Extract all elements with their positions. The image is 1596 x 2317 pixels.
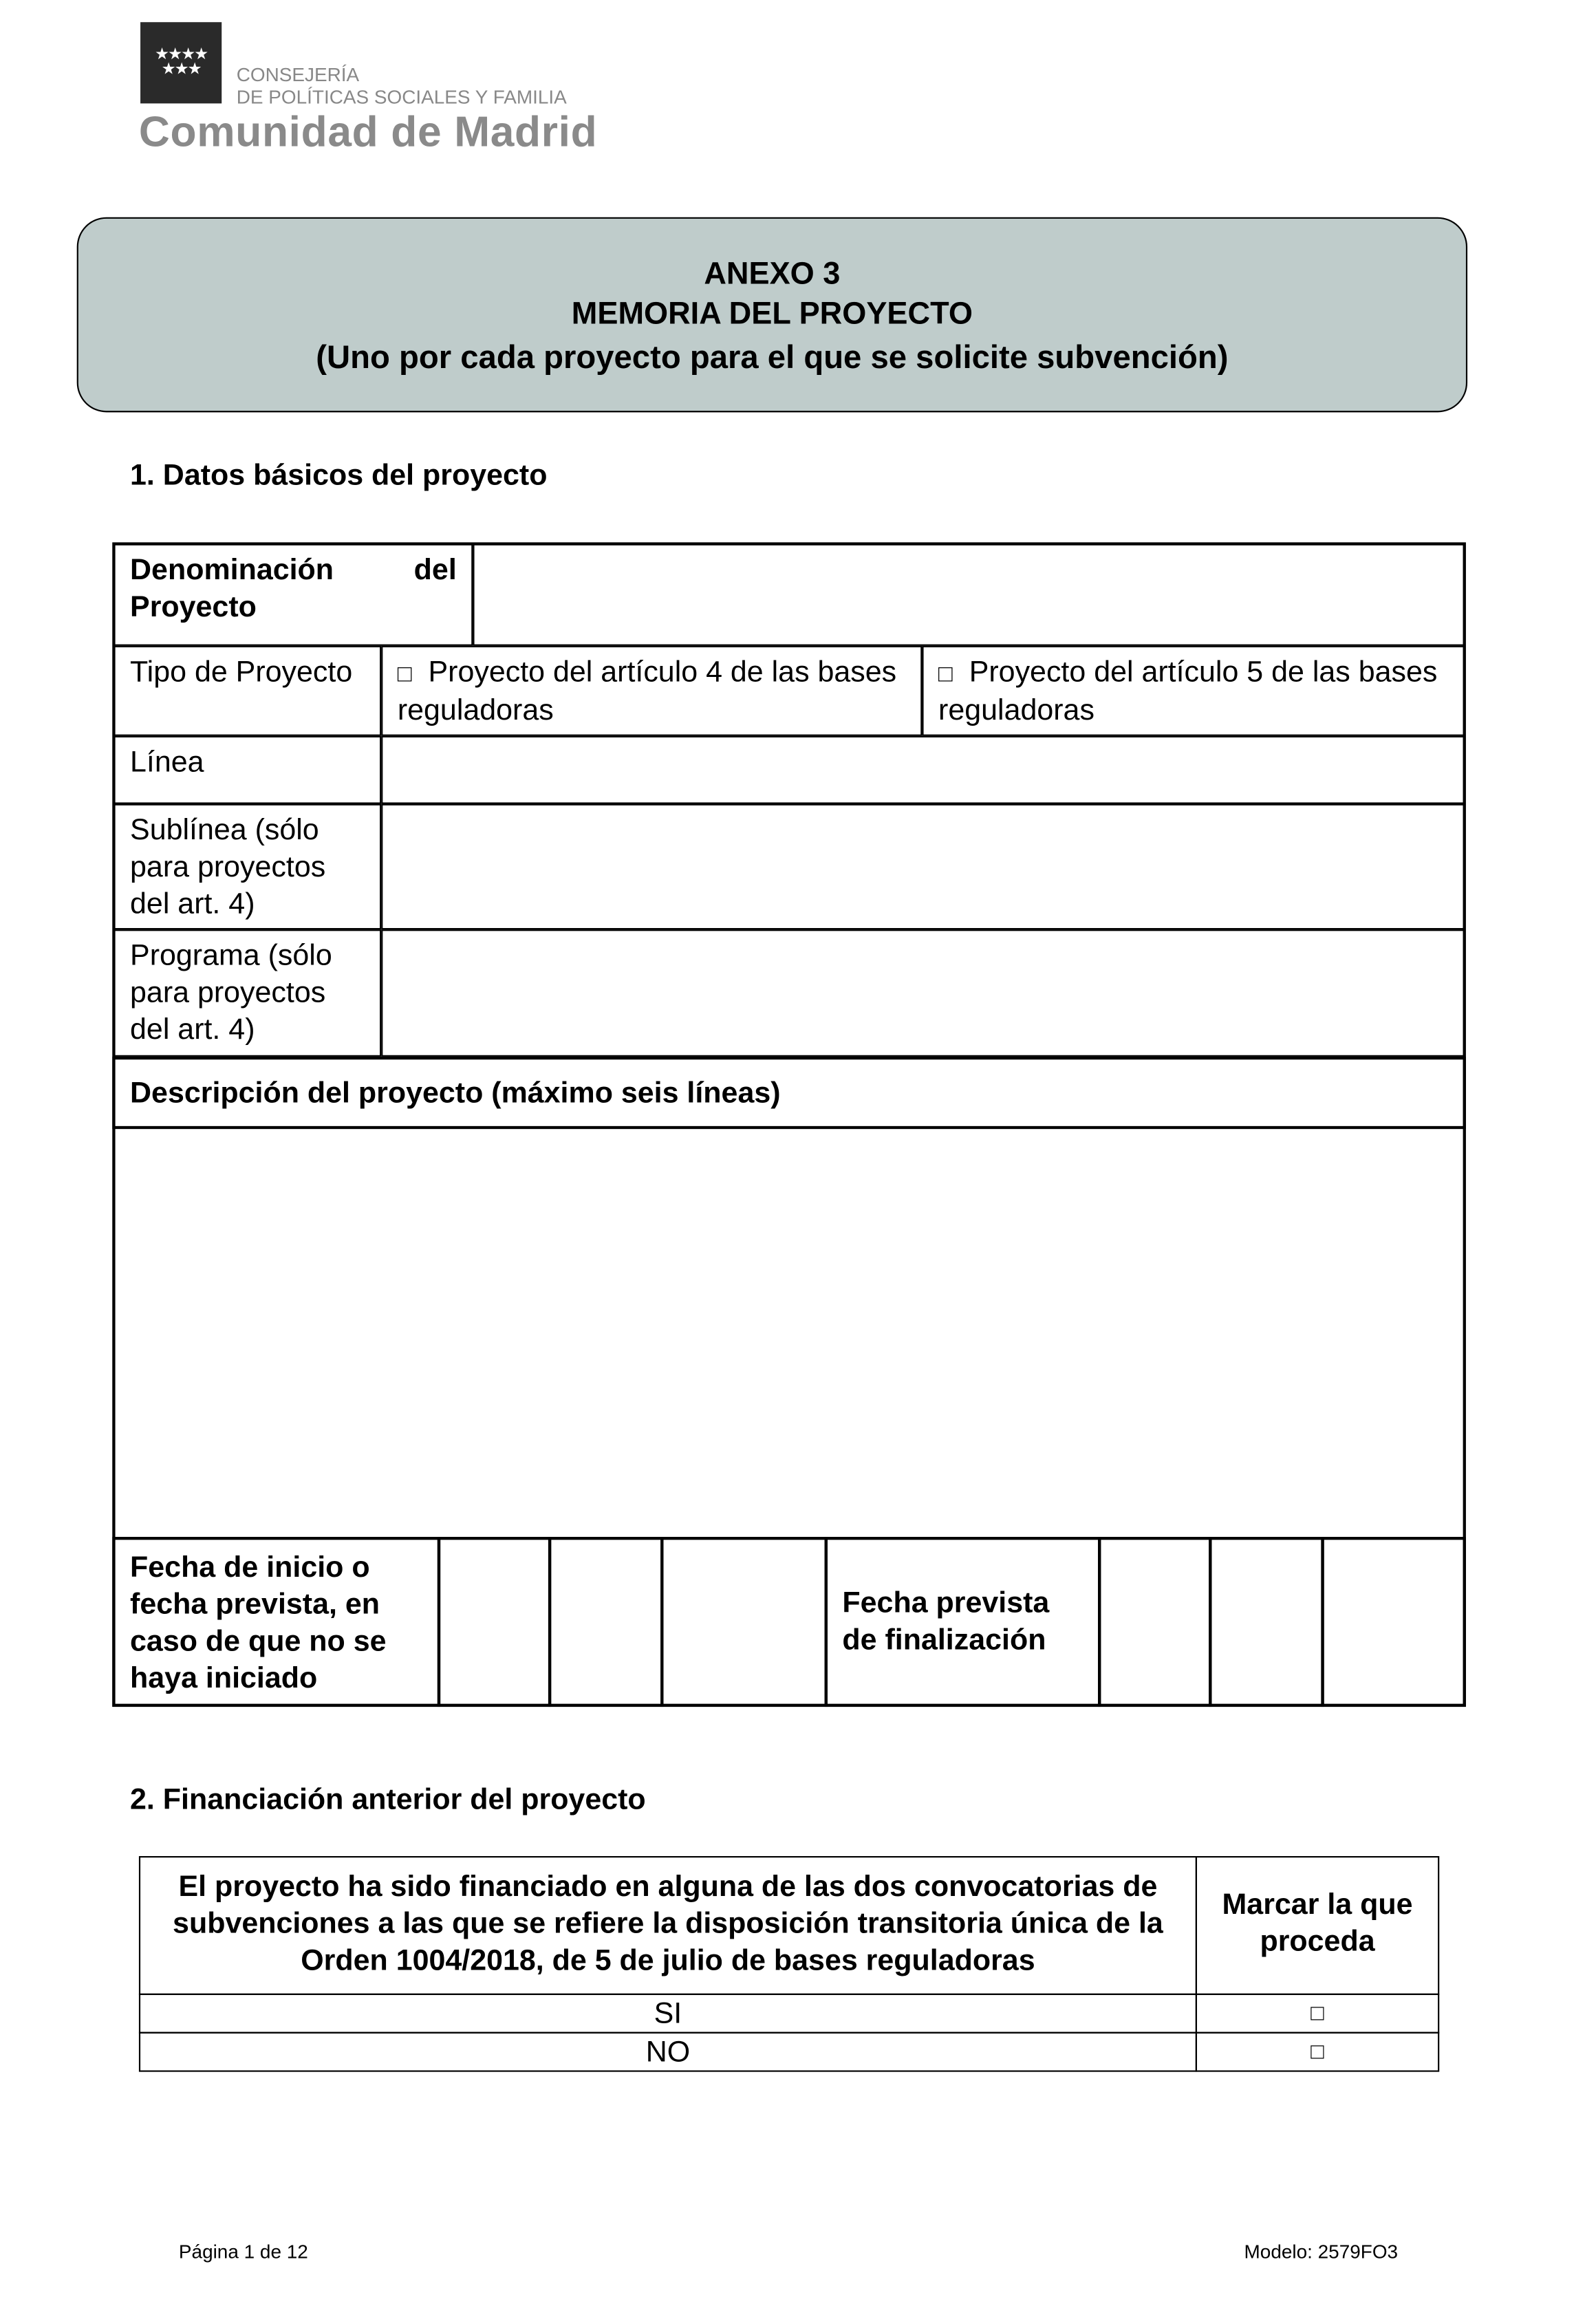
tipo-option-art4[interactable] xyxy=(381,646,922,736)
checkbox-icon[interactable]: □ xyxy=(397,662,412,687)
annex-title: MEMORIA DEL PROYECTO xyxy=(571,297,973,332)
page-number: Página 1 de 12 xyxy=(178,2240,308,2263)
fecha-fin-label: Fecha prevista de finalización xyxy=(825,1537,1101,1707)
programa-input[interactable] xyxy=(381,929,1465,1057)
logo-line2: DE POLÍTICAS SOCIALES Y FAMILIA xyxy=(236,85,567,108)
linea-input[interactable] xyxy=(381,736,1465,804)
sublinea-input[interactable] xyxy=(381,804,1465,930)
fecha-fin-month[interactable] xyxy=(1209,1537,1324,1707)
sublinea-label: Sublínea (sólo para proyectos del art. 4) xyxy=(114,804,381,930)
mark-header: Marcar la que proceda xyxy=(1196,1856,1439,1995)
descripcion-label: Descripción del proyecto (máximo seis líneas) xyxy=(112,1057,1466,1129)
fecha-inicio-year[interactable] xyxy=(660,1537,828,1707)
tipo-option-art5-label: Proyecto del artículo 5 de las bases reguladoras xyxy=(938,656,1438,727)
tipo-option-art5[interactable] xyxy=(922,646,1464,736)
linea-label: Línea xyxy=(114,736,381,804)
option-si-label: SI xyxy=(139,1994,1197,2034)
title-box xyxy=(77,217,1467,413)
option-no-checkbox[interactable]: □ xyxy=(1196,2032,1439,2072)
financing-question: El proyecto ha sido financiado en alguna de las dos convocatorias de subvenciones a las que se refiere la disposición transitoria única de la Orden 1004/2018, de 5 de julio de bases reguladoras xyxy=(139,1856,1197,1995)
fecha-inicio-label: Fecha de inicio o fecha prevista, en caso de que no se haya iniciado xyxy=(112,1537,440,1707)
madrid-flag-logo xyxy=(140,22,222,103)
fecha-inicio-month[interactable] xyxy=(548,1537,664,1707)
logo-consejeria xyxy=(237,63,567,107)
fecha-fin-year[interactable] xyxy=(1321,1537,1466,1707)
option-no-label: NO xyxy=(139,2032,1197,2072)
annex-number: ANEXO 3 xyxy=(704,257,841,292)
logo-brand: Comunidad de Madrid xyxy=(138,109,598,157)
tipo-option-art4-label: Proyecto del artículo 4 de las bases reguladoras xyxy=(397,656,897,727)
logo-line1: CONSEJERÍA xyxy=(236,63,360,86)
descripcion-input[interactable] xyxy=(114,1129,1464,1538)
fecha-fin-day[interactable] xyxy=(1098,1537,1211,1707)
option-si-checkbox[interactable]: □ xyxy=(1196,1994,1439,2034)
section1-title: 1. Datos básicos del proyecto xyxy=(130,460,548,493)
fecha-inicio-day[interactable] xyxy=(438,1537,551,1707)
model-code: Modelo: 2579FO3 xyxy=(1244,2240,1399,2263)
logo-stars: ★★★★ ★★★ xyxy=(155,45,208,78)
section2-title: 2. Financiación anterior del proyecto xyxy=(130,1783,646,1817)
checkbox-icon[interactable]: □ xyxy=(938,662,953,687)
denominacion-label: Denominación del Proyecto xyxy=(114,544,473,646)
annex-subtitle: (Uno por cada proyecto para el que se solicite subvención) xyxy=(316,338,1229,376)
tipo-label: Tipo de Proyecto xyxy=(114,646,381,736)
denominacion-input[interactable] xyxy=(473,544,1464,646)
programa-label: Programa (sólo para proyectos del art. 4) xyxy=(114,929,381,1057)
